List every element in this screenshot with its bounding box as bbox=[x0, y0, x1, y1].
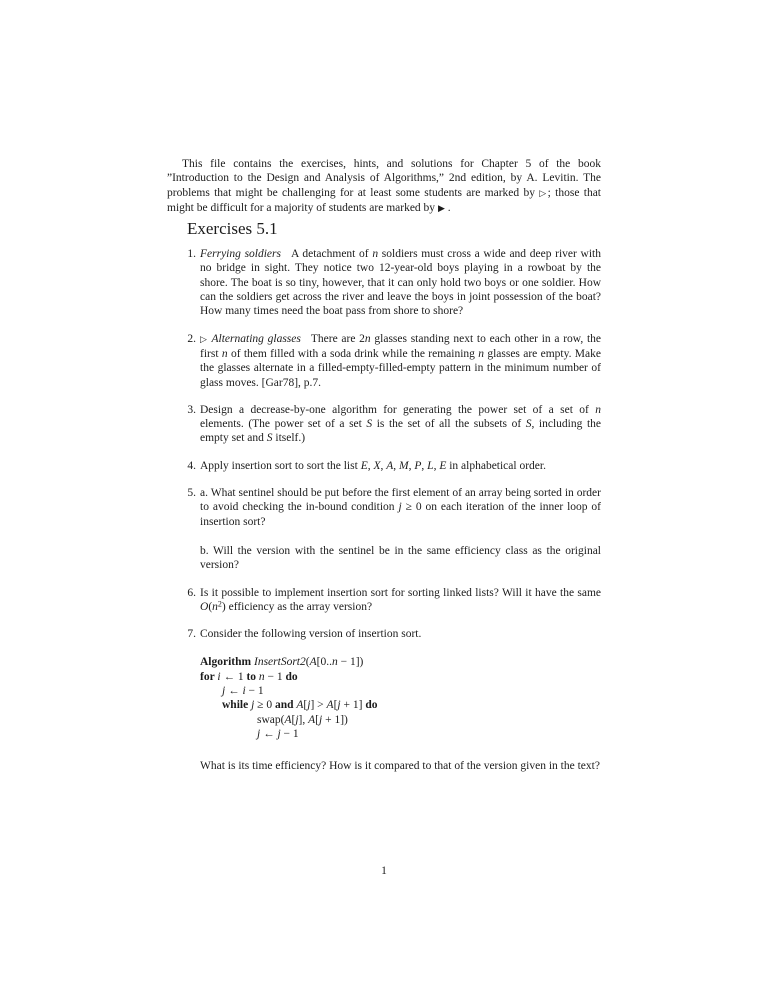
text-run: j bbox=[251, 699, 255, 712]
text-run: − 1]) bbox=[337, 656, 364, 669]
text-run: , including the empty set and bbox=[200, 418, 601, 445]
text-run: A bbox=[296, 699, 304, 712]
text-run: + 1]) bbox=[322, 713, 348, 726]
text-run: , bbox=[393, 459, 400, 472]
text-run: There are 2 bbox=[310, 332, 365, 345]
text-run: ← bbox=[260, 727, 278, 740]
text-run: is the set of all the subsets of bbox=[372, 418, 526, 431]
text-run: , bbox=[367, 459, 374, 472]
difficult-marker-icon: ▶ bbox=[437, 203, 445, 214]
text-run: itself.) bbox=[272, 432, 306, 445]
text-run: X bbox=[373, 459, 381, 472]
text-run: , bbox=[380, 459, 387, 472]
text-run: InsertSort2 bbox=[253, 656, 306, 669]
page-number: 1 bbox=[381, 865, 387, 877]
page-content bbox=[167, 157, 601, 774]
pseudocode-line bbox=[200, 670, 601, 684]
text-run: A bbox=[326, 699, 334, 712]
text-run: ← bbox=[225, 685, 243, 698]
exercise-number: 1. bbox=[187, 248, 196, 261]
text-run: [ bbox=[303, 699, 308, 712]
text-run: S bbox=[525, 418, 532, 431]
text-run: glasses are empty. Make the glasses alternate in a filled-empty-filled-empty pattern in the minimum number of glass moves. [Gar78], p.7. bbox=[200, 347, 601, 389]
text-run: n bbox=[331, 656, 338, 669]
text-run: i bbox=[242, 685, 246, 698]
text-run: P bbox=[414, 459, 422, 472]
text-run: , bbox=[408, 459, 415, 472]
text-run: j bbox=[295, 713, 299, 726]
text-run: . bbox=[444, 201, 451, 214]
text-run: , bbox=[433, 459, 440, 472]
text-run: Consider the following version of insertion sort. bbox=[200, 628, 422, 641]
exercise-title: Alternating glasses bbox=[211, 332, 301, 345]
text-run: j bbox=[398, 501, 402, 514]
text-run: j bbox=[257, 727, 261, 740]
text-run: b. Will the version with the sentinel be in the same efficiency class as the original version? bbox=[200, 544, 601, 572]
exercise-paragraph bbox=[200, 486, 601, 529]
text-run: [ bbox=[333, 699, 338, 712]
text-run: n bbox=[372, 248, 379, 261]
text-run: [ bbox=[291, 713, 296, 726]
text-run: [0.. bbox=[316, 656, 332, 669]
pseudocode-line bbox=[200, 698, 601, 712]
exercise-item bbox=[167, 486, 601, 572]
algorithm-pseudocode bbox=[200, 655, 601, 741]
text-run: a. What sentinel should be put before the first element of an array being sorted in order to avoid checking the in-bound condition bbox=[200, 487, 601, 514]
text-run: of them filled with a soda drink while the remaining bbox=[227, 347, 479, 360]
text-run: [ bbox=[315, 713, 320, 726]
exercise-number: 3. bbox=[187, 403, 196, 416]
text-run: ( bbox=[305, 656, 310, 669]
text-run: j bbox=[277, 727, 281, 740]
exercise-item bbox=[167, 247, 601, 318]
exercise-number: 2. bbox=[187, 332, 196, 345]
text-run: − 1 bbox=[280, 727, 299, 740]
text-run: What is its time efficiency? How is it compared to that of the version given in the text? bbox=[200, 760, 600, 773]
text-run: soldiers must cross a wide and deep river with no bridge in sight. They notice two 12-year-old boys playing in a rowboat by the shore. The boat is so tiny, however, that it can only hold two boys or one soldier. How can the soldiers get across the river and leave the boys in joint possession of the boat? How many times need the boat pass from shore to shore? bbox=[200, 248, 601, 318]
intro-paragraph bbox=[167, 157, 601, 216]
text-run: n bbox=[258, 670, 265, 683]
text-run: while bbox=[222, 699, 252, 712]
text-run: S bbox=[266, 432, 273, 445]
text-run: ← 1 bbox=[220, 670, 247, 683]
text-run: and bbox=[274, 699, 297, 712]
text-run: M bbox=[399, 459, 409, 472]
text-run: do bbox=[285, 670, 298, 683]
text-run: Algorithm bbox=[200, 656, 254, 669]
text-run: i bbox=[217, 670, 221, 683]
exercise-paragraph bbox=[200, 459, 601, 473]
exercise-list bbox=[167, 247, 601, 773]
pseudocode-line bbox=[200, 655, 601, 669]
text-run: n bbox=[221, 347, 228, 360]
text-run: do bbox=[365, 699, 378, 712]
text-run: elements. (The power set of a set bbox=[200, 418, 367, 431]
text-run: L bbox=[427, 459, 434, 472]
exercise-item bbox=[167, 332, 601, 390]
text-run: ], bbox=[298, 713, 309, 726]
text-run: j bbox=[307, 699, 311, 712]
exercise-item bbox=[167, 627, 601, 773]
exercise-paragraph bbox=[200, 247, 601, 318]
text-run: A bbox=[284, 713, 292, 726]
pseudocode-line bbox=[200, 727, 601, 741]
text-run: A detachment of bbox=[291, 248, 373, 261]
text-run: A bbox=[309, 656, 317, 669]
text-run: E bbox=[360, 459, 368, 472]
text-run: ) efficiency as the array version? bbox=[221, 600, 373, 613]
exercise-item bbox=[167, 586, 601, 615]
exercise-paragraph bbox=[200, 627, 601, 641]
exercise-number: 4. bbox=[187, 459, 196, 472]
text-run: to bbox=[246, 670, 259, 683]
exercise-item bbox=[167, 403, 601, 446]
text-run: ( bbox=[208, 600, 213, 613]
text-run: n bbox=[364, 332, 371, 345]
text-run: ≥ 0 on each iteration of the inner loop of insertion sort? bbox=[200, 501, 602, 528]
exercise-number: 6. bbox=[187, 586, 196, 599]
text-run: glasses standing next to each other in a row, the first bbox=[200, 332, 602, 360]
text-run: E bbox=[439, 459, 447, 472]
challenge-marker-icon: ▷ bbox=[200, 334, 208, 345]
text-run: j bbox=[319, 713, 323, 726]
text-run: This file contains the exercises, hints, and solutions for Chapter 5 of the book ”Introduction to the Design and Analysis of Algorithms,” 2nd edition, by A. Levitin. The problems that might be challenging for at least some students are marked by bbox=[167, 158, 601, 199]
challenge-marker-icon: ▷ bbox=[539, 188, 548, 199]
text-run: n bbox=[595, 403, 601, 416]
text-run: ] > bbox=[310, 699, 327, 712]
text-run: − 1 bbox=[264, 670, 286, 683]
text-run: n bbox=[212, 600, 218, 613]
text-run: , bbox=[421, 459, 428, 472]
text-run: j bbox=[337, 699, 341, 712]
text-run: S bbox=[366, 418, 373, 431]
text-run: A bbox=[308, 713, 316, 726]
text-run: A bbox=[386, 459, 394, 472]
section-heading: Exercises 5.1 bbox=[187, 219, 278, 239]
text-run: in alphabetical order. bbox=[446, 459, 546, 472]
text-run: O bbox=[200, 600, 209, 613]
exercise-title: Ferrying soldiers bbox=[200, 248, 281, 261]
text-run: ; those that might be difficult for a majority of students are marked by bbox=[167, 186, 602, 214]
exercise-paragraph bbox=[200, 332, 601, 390]
text-run: Apply insertion sort to sort the list bbox=[200, 459, 361, 472]
text-run: 2 bbox=[217, 599, 222, 609]
text-run: Design a decrease-by-one algorithm for generating the power set of a set of bbox=[200, 403, 596, 416]
exercise-number: 7. bbox=[187, 628, 196, 641]
pseudocode-line bbox=[200, 684, 601, 698]
text-run: − 1 bbox=[245, 685, 264, 698]
text-run: + 1] bbox=[340, 699, 366, 712]
text-run: ≥ 0 bbox=[254, 699, 275, 712]
text-run: j bbox=[222, 685, 226, 698]
text-run: n bbox=[478, 347, 484, 360]
pseudocode-line bbox=[200, 713, 601, 727]
exercise-paragraph bbox=[200, 403, 601, 446]
text-run: for bbox=[200, 670, 218, 683]
exercise-item bbox=[167, 459, 601, 473]
exercise-number: 5. bbox=[187, 487, 196, 500]
exercise-paragraph bbox=[200, 544, 601, 573]
text-run: Is it possible to implement insertion sort for sorting linked lists? Will it have the same bbox=[200, 586, 601, 599]
exercise-paragraph bbox=[200, 759, 601, 773]
exercise-paragraph bbox=[200, 586, 601, 615]
text-run: swap( bbox=[257, 713, 285, 726]
